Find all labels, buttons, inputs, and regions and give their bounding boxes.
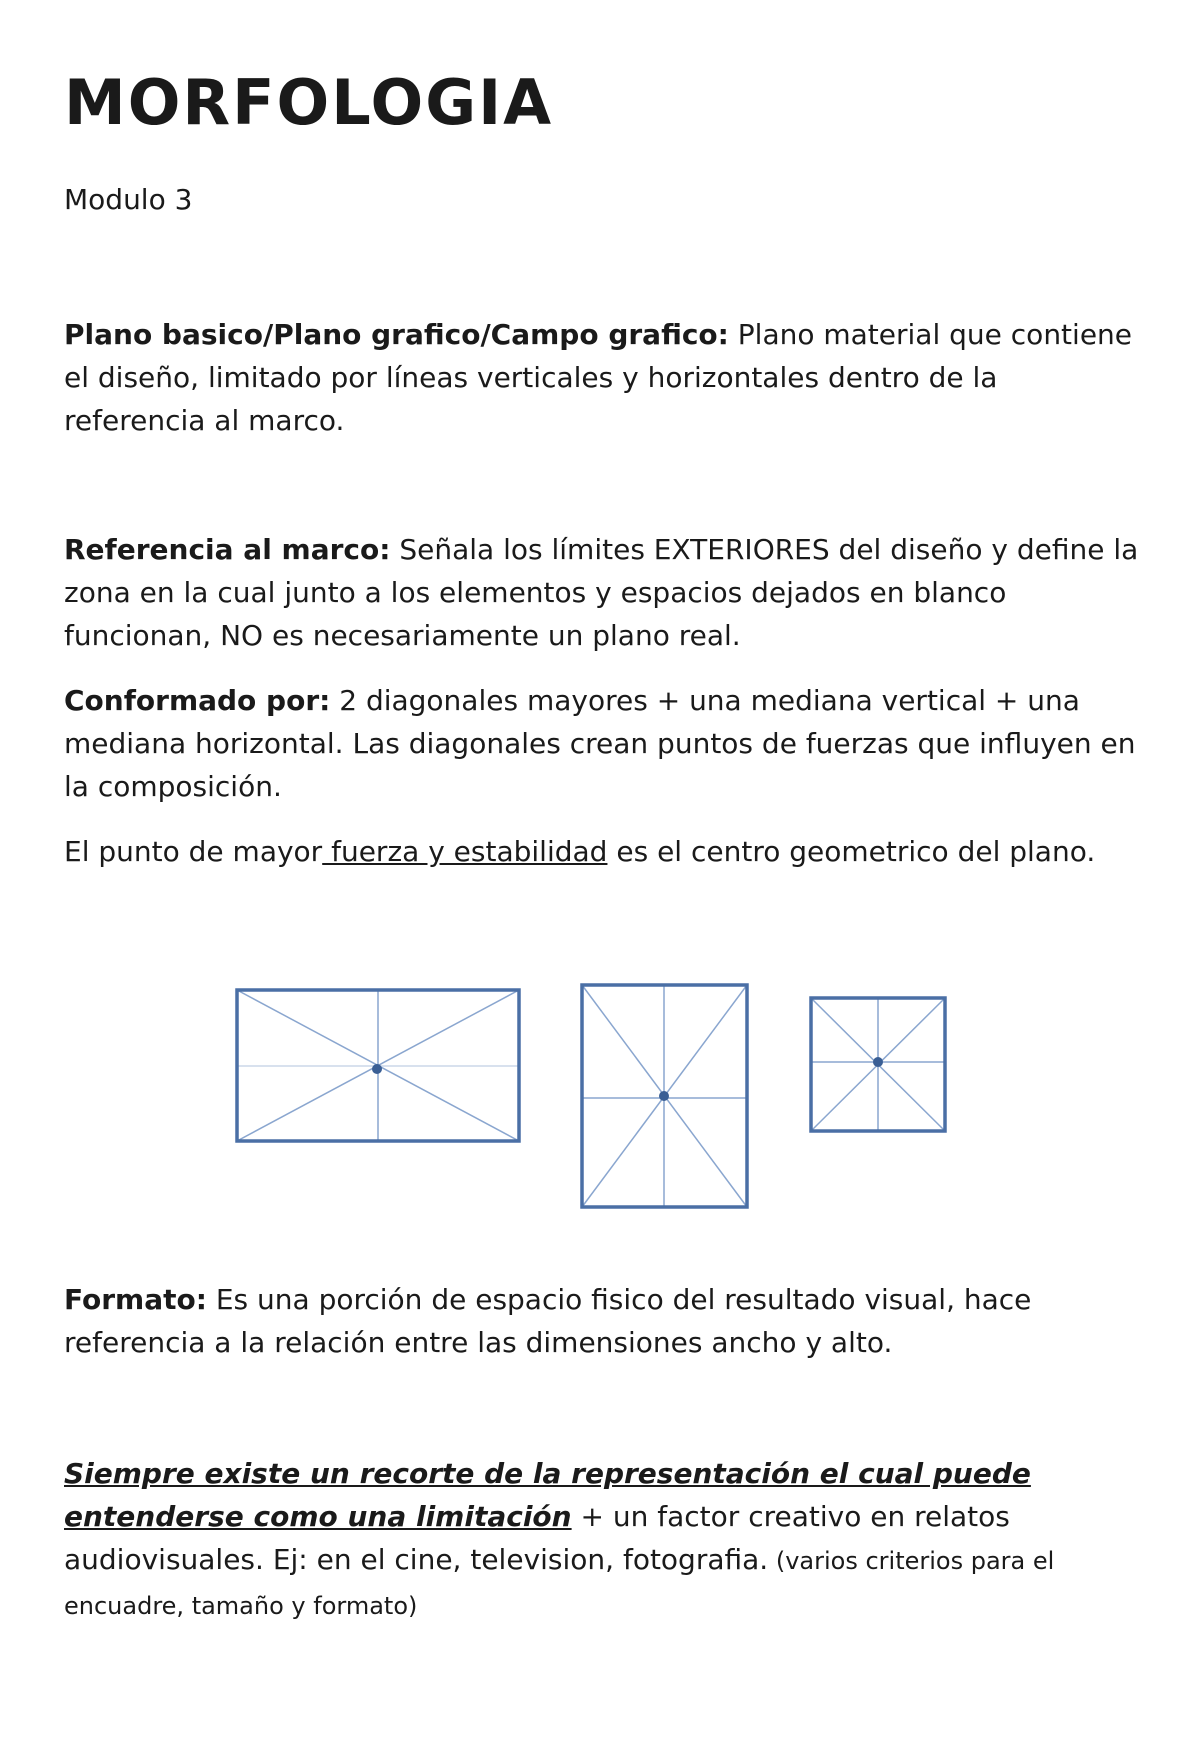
center-point [372, 1064, 382, 1074]
diagonal-line [811, 998, 945, 1131]
term-formato: Formato: [64, 1283, 207, 1316]
landscape-frame-diagram [237, 990, 519, 1141]
text-formato: Es una porción de espacio fisico del resultado visual, hace referencia a la relación entre las dimensiones ancho y alto. [64, 1283, 1032, 1359]
center-point [873, 1057, 883, 1067]
statement-punto [64, 830, 1144, 873]
statement-recorte [64, 1452, 1144, 1628]
page-title: MORFOLOGIA [64, 66, 554, 139]
text-recorte-small: (varios criterios para el encuadre, tamaño y formato) [64, 1547, 1055, 1620]
emphasis-recorte: Siempre existe un recorte de la representación el cual puede entenderse como una limitación [64, 1457, 1031, 1533]
term-plano: Plano basico/Plano grafico/Campo grafico: [64, 318, 729, 351]
frame-border [237, 990, 519, 1141]
term-referencia: Referencia al marco: [64, 533, 391, 566]
diagonal-line [811, 998, 945, 1131]
portrait-frame-diagram [582, 985, 747, 1207]
definition-formato [64, 1278, 1144, 1364]
text-punto-underlined: fuerza y estabilidad [322, 835, 608, 868]
frame-border [811, 998, 945, 1131]
definition-plano [64, 313, 1144, 442]
diagonal-line [582, 985, 747, 1207]
text-conformado: 2 diagonales mayores + una mediana vertical + una mediana horizontal. Las diagonales crean puntos de fuerzas que influyen en la composición. [64, 684, 1136, 803]
diagonal-line [237, 990, 519, 1141]
text-punto-before: El punto de mayor [64, 835, 323, 868]
text-recorte: + un factor creativo en relatos audiovisuales. Ej: en el cine, television, fotografia. [64, 1500, 1010, 1576]
diagonal-line [582, 985, 747, 1207]
text-plano: Plano material que contiene el diseño, limitado por líneas verticales y horizontales dentro de la referencia al marco. [64, 318, 1133, 437]
center-point [659, 1091, 669, 1101]
definition-referencia [64, 528, 1144, 657]
square-frame-diagram [811, 998, 945, 1131]
term-conformado: Conformado por: [64, 684, 331, 717]
page-subtitle: Modulo 3 [64, 183, 193, 216]
definition-conformado [64, 679, 1144, 808]
frame-border [582, 985, 747, 1207]
text-referencia: Señala los límites EXTERIORES del diseño y define la zona en la cual junto a los elementos y espacios dejados en blanco funcionan, NO es necesariamente un plano real. [64, 533, 1139, 652]
diagonal-line [237, 990, 519, 1141]
text-punto-after: es el centro geometrico del plano. [607, 835, 1096, 868]
